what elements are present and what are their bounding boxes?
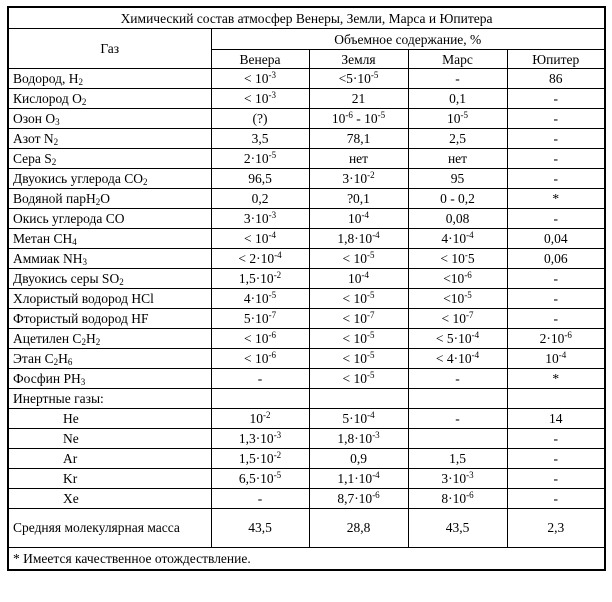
gas-name-cell: Ne	[8, 429, 211, 449]
value-cell-venus: $5\cdot 10^{-7}$	[211, 309, 309, 329]
gas-name-cell: He	[8, 409, 211, 429]
volume-header: Объемное содержание, %	[211, 29, 605, 50]
value-cell-venus: -	[211, 369, 309, 389]
value-cell-mars: < 10-5	[408, 249, 507, 269]
composition-table	[7, 6, 606, 571]
table-row	[8, 289, 605, 309]
value-cell-jupiter: -	[507, 489, 605, 509]
value-cell-venus: $1,5\cdot 10^{-2}$	[211, 269, 309, 289]
value-cell-earth: $5\cdot 10^{-4}$	[309, 409, 408, 429]
table-row	[8, 349, 605, 369]
value-cell-venus: 0,2	[211, 189, 309, 209]
gas-name-cell: Метан $CH_4$	[8, 229, 211, 249]
value-cell-mars: 0,08	[408, 209, 507, 229]
molar-mass-row	[8, 509, 605, 548]
planet-header-earth: Земля	[309, 50, 408, 69]
molar-mass-label: Средняя молекулярная масса	[8, 509, 211, 548]
empty-cell	[211, 389, 309, 409]
gas-name-cell: Ar	[8, 449, 211, 469]
molar-mass-venus: 43,5	[211, 509, 309, 548]
table-row	[8, 229, 605, 249]
value-cell-earth: 0,9	[309, 449, 408, 469]
gas-name-cell: Двуокись углерода $CO_2$	[8, 169, 211, 189]
table-row	[8, 209, 605, 229]
value-cell-jupiter: 86	[507, 69, 605, 89]
table-row	[8, 429, 605, 449]
gas-name-cell: Двуокись серы $SO_2$	[8, 269, 211, 289]
value-cell-mars: -	[408, 69, 507, 89]
inert-gases-label: Инертные газы:	[8, 389, 211, 409]
table-row	[8, 69, 605, 89]
value-cell-jupiter: -	[507, 449, 605, 469]
value-cell-mars: $<10^{-6}$	[408, 269, 507, 289]
gas-name-cell: Озон $O_3$	[8, 109, 211, 129]
table-row	[8, 249, 605, 269]
planet-header-jupiter: Юпитер	[507, 50, 605, 69]
value-cell-jupiter: -	[507, 289, 605, 309]
value-cell-jupiter: -	[507, 469, 605, 489]
footnote-row	[8, 548, 605, 571]
table-row	[8, 469, 605, 489]
gas-name-cell: Аммиак $NH_3$	[8, 249, 211, 269]
value-cell-mars: < $4\cdot 10^{-4}$	[408, 349, 507, 369]
value-cell-earth: < $10^{-5}$	[309, 289, 408, 309]
header-row-1	[8, 29, 605, 50]
gas-name-cell: Сера $S_2$	[8, 149, 211, 169]
value-cell-earth: < $10^{-5}$	[309, 349, 408, 369]
gas-name-cell: Окись углерода CO	[8, 209, 211, 229]
value-cell-mars: < $10^{-7}$	[408, 309, 507, 329]
table-row	[8, 489, 605, 509]
empty-cell	[507, 389, 605, 409]
value-cell-venus: $1,3\cdot 10^{-3}$	[211, 429, 309, 449]
value-cell-venus: $3\cdot 10^{-3}$	[211, 209, 309, 229]
value-cell-earth: $1,8\cdot 10^{-4}$	[309, 229, 408, 249]
value-cell-venus: $2\cdot 10^{-5}$	[211, 149, 309, 169]
molar-mass-earth: 28,8	[309, 509, 408, 548]
value-cell-jupiter: -	[507, 429, 605, 449]
value-cell-mars: $<10^{-5}$	[408, 289, 507, 309]
value-cell-jupiter: $10^{-4}$	[507, 349, 605, 369]
value-cell-venus: $10^{-2}$	[211, 409, 309, 429]
footnote: * Имеется качественное отождествление.	[8, 548, 605, 571]
value-cell-earth: 78,1	[309, 129, 408, 149]
composition-table-wrapper	[7, 6, 606, 571]
value-cell-mars: $4\cdot 10^{-4}$	[408, 229, 507, 249]
table-row	[8, 169, 605, 189]
gas-name-cell: Водяной парH$_2$O	[8, 189, 211, 209]
value-cell-mars: 0 - 0,2	[408, 189, 507, 209]
value-cell-earth: < $10^{-7}$	[309, 309, 408, 329]
value-cell-mars	[408, 429, 507, 449]
value-cell-venus: (?)	[211, 109, 309, 129]
value-cell-jupiter: -	[507, 109, 605, 129]
value-cell-venus: < $10^{-3}$	[211, 69, 309, 89]
value-cell-jupiter: -	[507, 129, 605, 149]
molar-mass-mars: 43,5	[408, 509, 507, 548]
value-cell-venus: < $10^{-6}$	[211, 329, 309, 349]
value-cell-earth: $10^{-6} - 10^{-5}$	[309, 109, 408, 129]
value-cell-jupiter: 0,04	[507, 229, 605, 249]
value-cell-mars: 1,5	[408, 449, 507, 469]
gas-name-cell: Xe	[8, 489, 211, 509]
value-cell-earth: $10^{-4}$	[309, 209, 408, 229]
inert-gases-label-row	[8, 389, 605, 409]
value-cell-venus: -	[211, 489, 309, 509]
value-cell-earth: нет	[309, 149, 408, 169]
empty-cell	[309, 389, 408, 409]
value-cell-venus: $4\cdot 10^{-5}$	[211, 289, 309, 309]
gas-name-cell: Водород, $H_2$	[8, 69, 211, 89]
planet-header-mars: Марс	[408, 50, 507, 69]
value-cell-venus: 3,5	[211, 129, 309, 149]
value-cell-jupiter: -	[507, 149, 605, 169]
value-cell-jupiter: -	[507, 309, 605, 329]
gas-name-cell: Фосфин $PH_3$	[8, 369, 211, 389]
gas-name-cell: Азот $N_2$	[8, 129, 211, 149]
table-row	[8, 109, 605, 129]
value-cell-venus: < $2\cdot 10^{-4}$	[211, 249, 309, 269]
value-cell-venus: $1,5\cdot 10^{-2}$	[211, 449, 309, 469]
value-cell-venus: 96,5	[211, 169, 309, 189]
value-cell-mars: $3\cdot 10^{-3}$	[408, 469, 507, 489]
value-cell-jupiter: -	[507, 269, 605, 289]
gas-name-cell: Этан $C_2H_6$	[8, 349, 211, 369]
value-cell-earth: $10^{-4}$	[309, 269, 408, 289]
table-row	[8, 309, 605, 329]
value-cell-earth: $8,7\cdot 10^{-6}$	[309, 489, 408, 509]
value-cell-earth: $1,8\cdot 10^{-3}$	[309, 429, 408, 449]
value-cell-jupiter: 14	[507, 409, 605, 429]
value-cell-earth: < $10^{-5}$	[309, 329, 408, 349]
gas-name-cell: Хлористый водород HCl	[8, 289, 211, 309]
molar-mass-jupiter: 2,3	[507, 509, 605, 548]
table-row	[8, 409, 605, 429]
value-cell-jupiter: 0,06	[507, 249, 605, 269]
value-cell-jupiter: *	[507, 369, 605, 389]
value-cell-mars: нет	[408, 149, 507, 169]
table-row	[8, 149, 605, 169]
gas-name-cell: Ацетилен $C_2H_2$	[8, 329, 211, 349]
table-row	[8, 369, 605, 389]
value-cell-jupiter: -	[507, 169, 605, 189]
value-cell-venus: < $10^{-4}$	[211, 229, 309, 249]
value-cell-venus: $6,5\cdot 10^{-5}$	[211, 469, 309, 489]
table-row	[8, 269, 605, 289]
value-cell-mars: $8\cdot 10^{-6}$	[408, 489, 507, 509]
title-row	[8, 7, 605, 29]
value-cell-jupiter: -	[507, 209, 605, 229]
empty-cell	[408, 389, 507, 409]
value-cell-jupiter: *	[507, 189, 605, 209]
gas-name-cell: Kr	[8, 469, 211, 489]
table-title: Химический состав атмосфер Венеры, Земли, Марса и Юпитера	[8, 7, 605, 29]
value-cell-earth: < $10^{-5}$	[309, 249, 408, 269]
table-row	[8, 129, 605, 149]
gas-name-cell: Фтористый водород HF	[8, 309, 211, 329]
value-cell-mars: 0,1	[408, 89, 507, 109]
table-row	[8, 189, 605, 209]
value-cell-jupiter: $2\cdot 10^{-6}$	[507, 329, 605, 349]
value-cell-mars: < $5\cdot 10^{-4}$	[408, 329, 507, 349]
value-cell-mars: -	[408, 369, 507, 389]
value-cell-mars: $10^{-5}$	[408, 109, 507, 129]
planet-header-venus: Венера	[211, 50, 309, 69]
value-cell-venus: < $10^{-3}$	[211, 89, 309, 109]
gas-header: Газ	[8, 29, 211, 69]
value-cell-earth: < $10^{-5}$	[309, 369, 408, 389]
value-cell-venus: < $10^{-6}$	[211, 349, 309, 369]
value-cell-earth: ?0,1	[309, 189, 408, 209]
value-cell-earth: $1,1\cdot 10^{-4}$	[309, 469, 408, 489]
value-cell-mars: 95	[408, 169, 507, 189]
table-row	[8, 449, 605, 469]
value-cell-earth: $<5\cdot 10^{-5}$	[309, 69, 408, 89]
value-cell-mars: 2,5	[408, 129, 507, 149]
table-row	[8, 329, 605, 349]
value-cell-earth: $3\cdot 10^{-2}$	[309, 169, 408, 189]
value-cell-earth: 21	[309, 89, 408, 109]
gas-name-cell: Кислород $O_2$	[8, 89, 211, 109]
value-cell-jupiter: -	[507, 89, 605, 109]
value-cell-mars: -	[408, 409, 507, 429]
table-row	[8, 89, 605, 109]
